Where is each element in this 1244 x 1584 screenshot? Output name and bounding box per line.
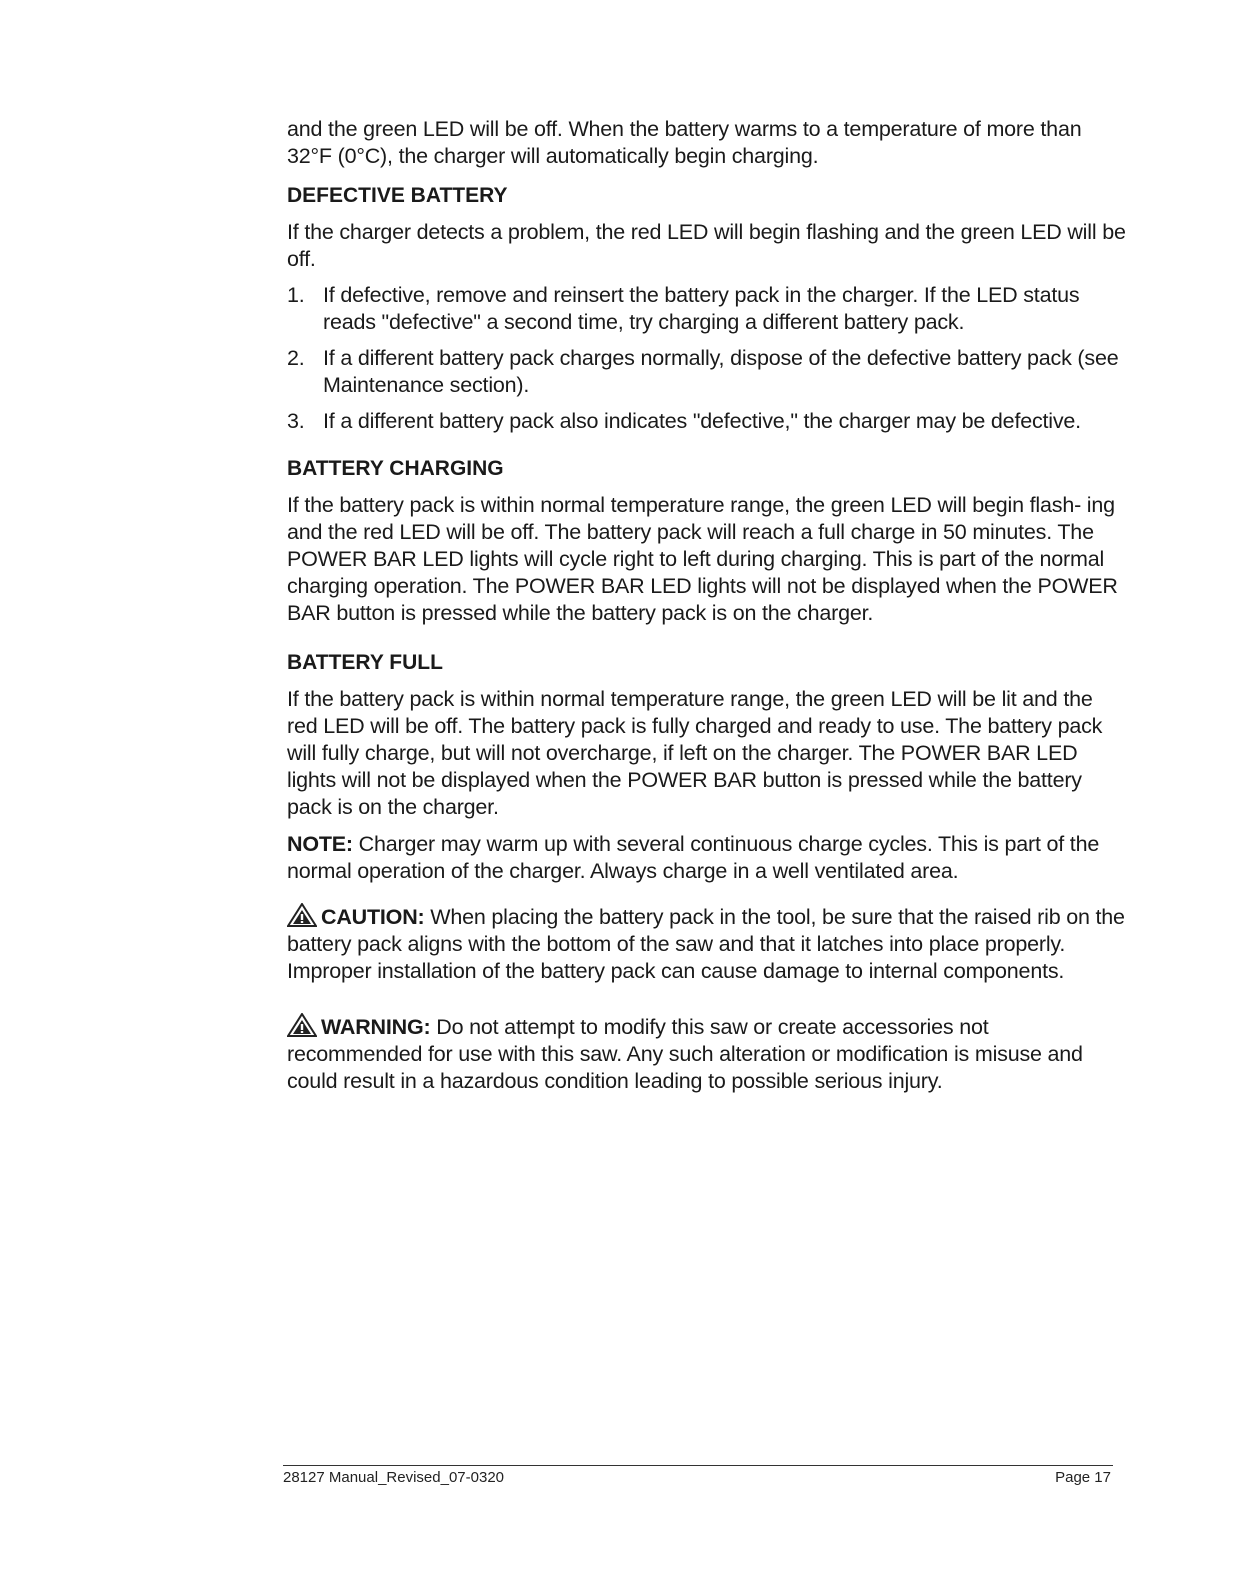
caution-triangle-icon [287,903,317,927]
caution-label: CAUTION: [321,905,425,929]
footer-page-number: Page 17 [1055,1469,1111,1486]
step-text: If a different battery pack charges normally, dispose of the defective battery pack (see Maintenance section). [323,346,1119,397]
caution-text: When placing the battery pack in the tool, be sure that the raised rib on the battery pack aligns with the bottom of the saw and that it latches into place properly. Improper installation of the battery pack can cause damage to internal components. [287,905,1125,983]
caution-paragraph [287,903,1127,985]
intro-paragraph: and the green LED will be off. When the battery warms to a temperature of more than 32°F (0°C), the charger will automatically begin charging. [287,117,1082,168]
list-item [287,345,1127,399]
manual-page [287,116,1127,1095]
defective-battery-heading: DEFECTIVE BATTERY [287,184,508,207]
battery-full-heading: BATTERY FULL [287,651,443,674]
defective-steps-list [287,282,1127,435]
list-item [287,408,1127,435]
note-text: Charger may warm up with several continuous charge cycles. This is part of the normal operation of the charger. Always charge in a well ventilated area. [287,832,1100,883]
warning-text: Do not attempt to modify this saw or create accessories not recommended for use with this saw. Any such alteration or modification is misuse and could result in a hazardous condition leading to possible serious injury. [287,1015,1083,1093]
step-number: 1. [287,283,305,307]
step-number: 2. [287,346,305,370]
warning-paragraph [287,1013,1127,1095]
step-number: 3. [287,409,305,433]
step-text: If defective, remove and reinsert the battery pack in the charger. If the LED status reads "defective" a second time, try charging a different battery pack. [323,283,1080,334]
battery-full-text: If the battery pack is within normal temperature range, the green LED will be lit and the red LED will be off. The battery pack is fully charged and ready to use. The battery pack will fully charge, but will not overcharge, if left on the charger. The POWER BAR LED lights will not be displayed when the POWER BAR button is pressed while the battery pack is on the charger. [287,687,1103,819]
warning-label: WARNING: [321,1015,431,1039]
battery-charging-heading: BATTERY CHARGING [287,457,504,480]
defective-battery-text: If the charger detects a problem, the red LED will begin flashing and the green LED will be off. [287,220,1126,271]
step-text: If a different battery pack also indicates "defective," the charger may be defective. [323,409,1081,433]
note-label: NOTE: [287,832,353,856]
battery-charging-text: If the battery pack is within normal temperature range, the green LED will begin flash- ing and the red LED will be off. The battery pack will reach a full charge in 50 minutes. The POWER BAR LED lights will cycle right to left during charging. This is part of the normal charging operation. The POWER BAR LED lights will not be displayed when the POWER BAR button is pressed while the battery pack is on the charger. [287,493,1118,625]
list-item [287,282,1127,336]
note-paragraph [287,831,1127,885]
warning-triangle-icon [287,1013,317,1037]
footer-divider [283,1465,1113,1466]
footer-document-id: 28127 Manual_Revised_07-0320 [283,1469,505,1486]
